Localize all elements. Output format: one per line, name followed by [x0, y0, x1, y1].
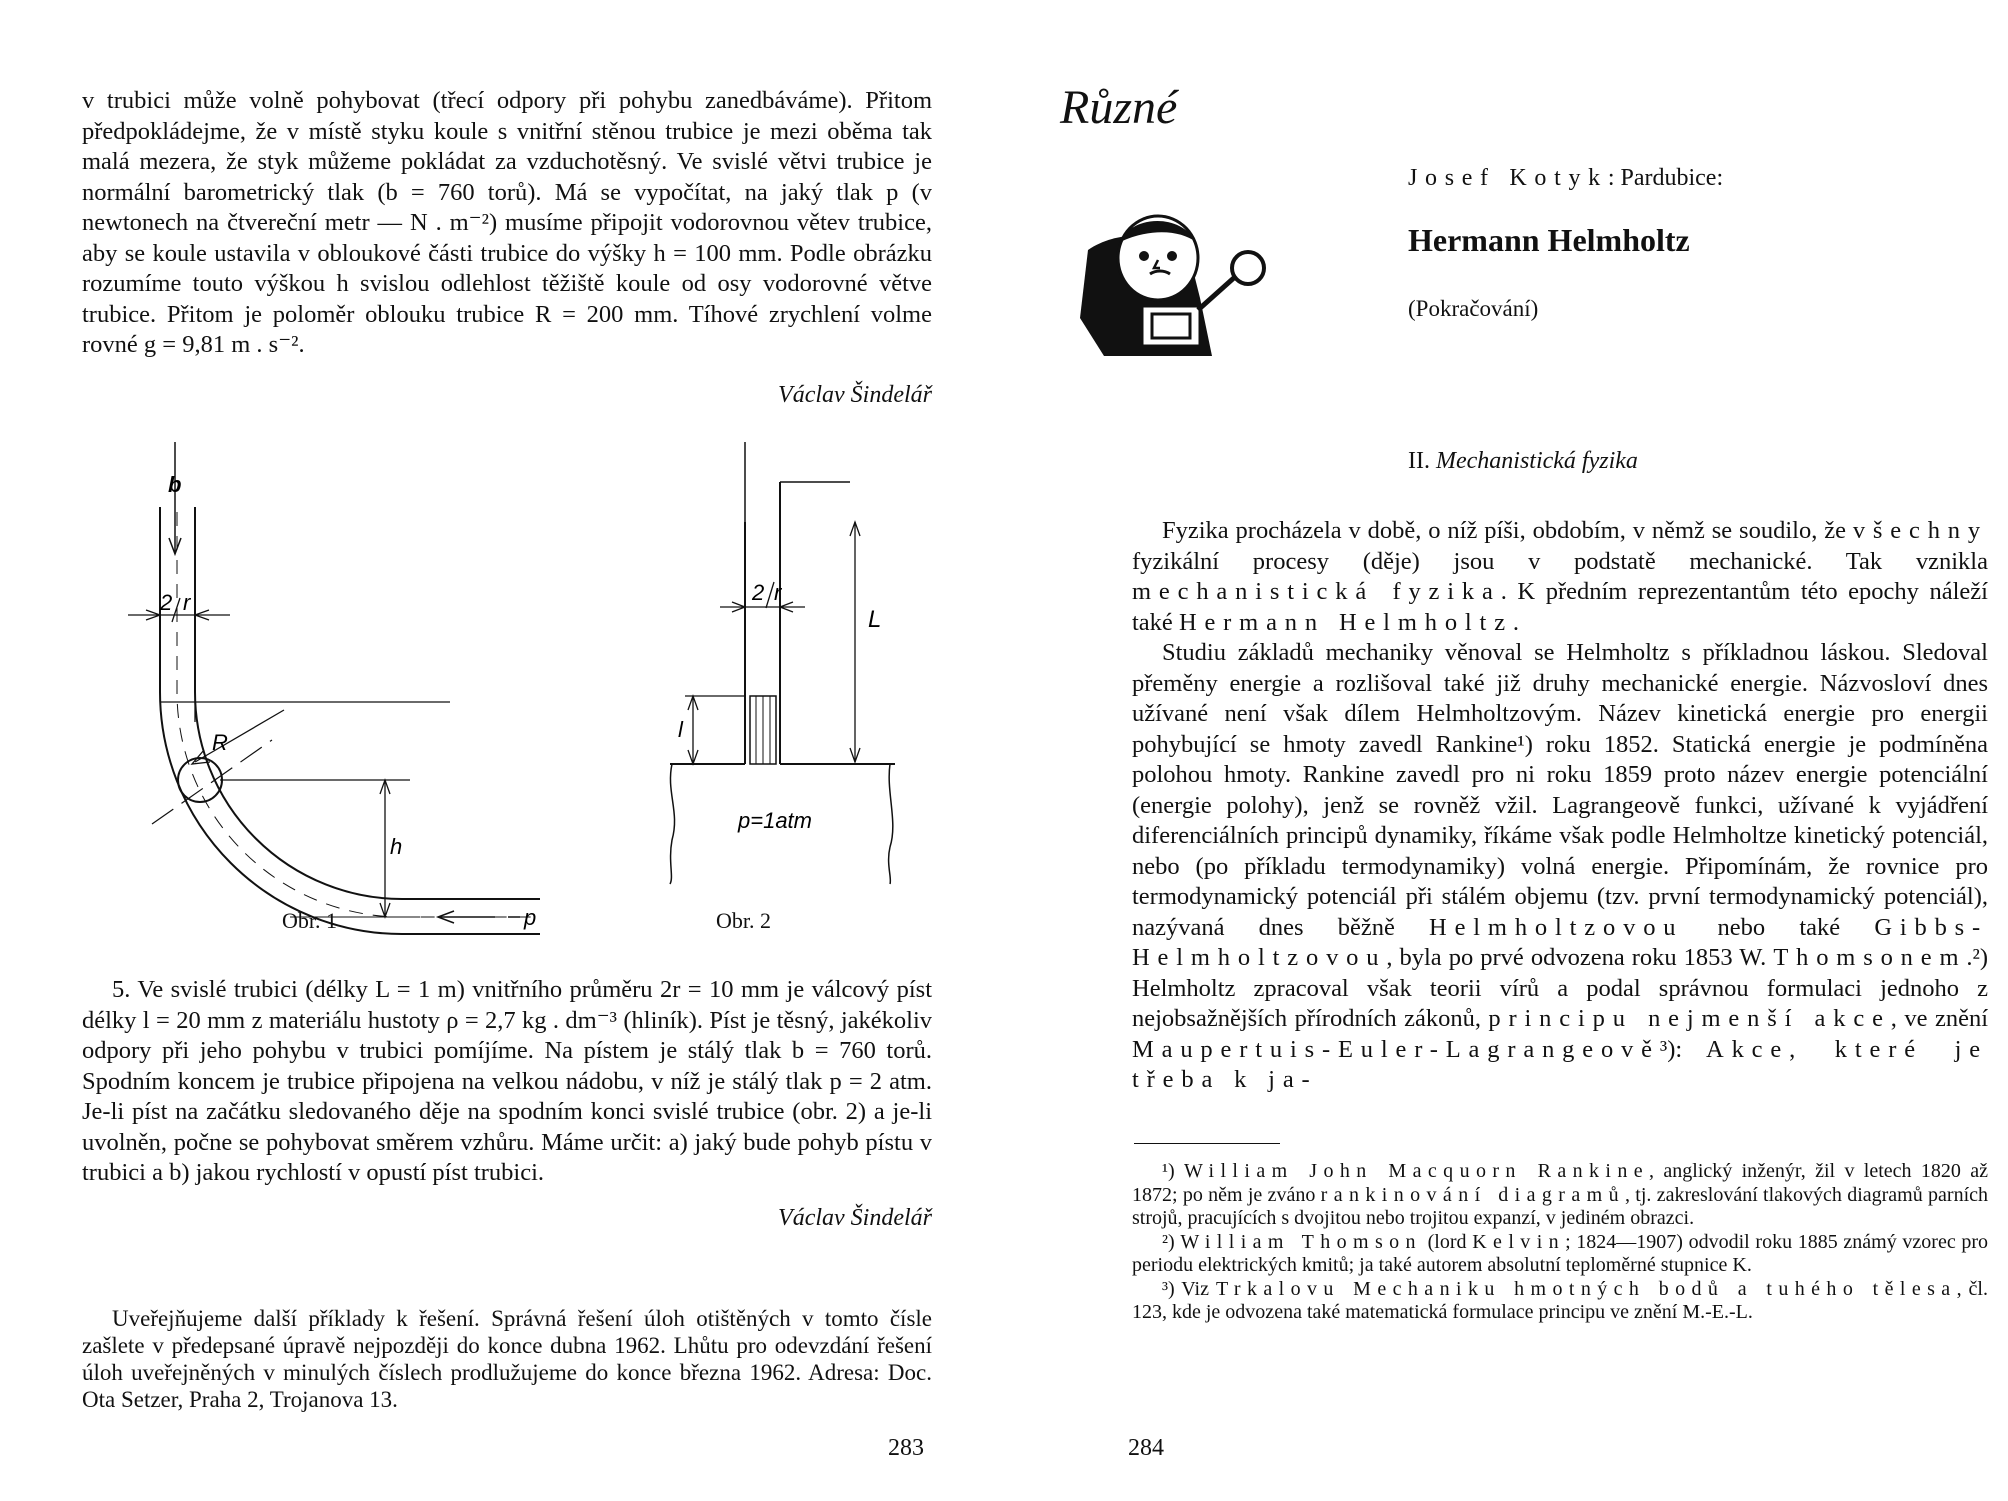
- fn1-spaced-1: William John Macquorn Rankine: [1184, 1160, 1650, 1182]
- footnote-divider: [1134, 1143, 1280, 1144]
- footnote-3: [1132, 1278, 1988, 1325]
- p1-text-3: . K předním reprezentantům této epochy náleží také: [1132, 578, 1988, 636]
- chapter-number: II.: [1408, 448, 1430, 474]
- p2-text-6: ³):: [1659, 1035, 1683, 1063]
- p1-spaced-1: všechny: [1852, 517, 1988, 544]
- chapter-title: Mechanistická fyzika: [1435, 448, 1638, 474]
- fig2-label-r: r: [774, 580, 782, 605]
- p2-spaced-1: Helmholtzovou: [1429, 913, 1684, 941]
- fig2-label-L: L: [868, 606, 882, 633]
- fig1-label-2: 2: [160, 590, 173, 615]
- fn3-text-2: , čl. 123, kde je odvozena také matematická formulace principu ve znění M.-E.-L.: [1132, 1277, 1988, 1323]
- section-title: Různé: [1060, 81, 1178, 134]
- article-paragraph-2: [1132, 638, 1988, 1096]
- p1-spaced-2: mechanistická fyzika: [1132, 578, 1501, 605]
- p2-text-5: , ve znění: [1890, 1005, 1989, 1032]
- figure-2-caption: Obr. 2: [716, 908, 771, 933]
- fn1-text-1: ¹): [1162, 1160, 1175, 1182]
- problem-5-text: 5. Ve svislé trubici (délky L = 1 m) vnitřního průměru 2r = 10 mm je válcový píst délky l = 20 mm z materiálu hustoty ρ = 2,7 kg . dm⁻³ (hliník). Píst je těsný, jakékoliv odpory při jeho pohybu v trubici pomíjíme. Na pístem je stálý tlak b = 760 torů. Spodním koncem je trubice připojena na velkou nádobu, v níž je stálý tlak p = 2 atm. Je-li píst na začátku sledovaného děje na spodním konci svislé trubice (obr. 2) a je-li uvolněn, počne se pohybovat směrem vzhůru. Máme určit: a) jaký bude pohyb pístu v trubici a b) jakou rychlostí v opustí píst trubici.: [82, 976, 932, 1186]
- p2-spaced-5: Maupertuis-Euler-Lagrangeově: [1132, 1035, 1660, 1063]
- p2-text-1: Studiu základů mechaniky věnoval se Helmholtz s příkladnou láskou. Sledoval přeměny energie a rozlišoval také již druhy mechanické energie. Názvosloví dnes užívané není však dílem Helmholtzovým. Název kinetická energie pro energii pohybující se hmoty zavedl Rankine¹) roku 1852. Statická energie je podmíněna polohou hmoty. Rankine zavedl pro ni roku 1859 proto název energie potenciální (energie polohy), jenž se rovněž vžil. Lagrangeově funkci, užívané k vyjádření diferenciálních principů dynamiky, říkáme však podle Helmholtze kinetický potenciál, nebo (po příkladu termodynamiky) volná energie. Připomínám, že rovnice pro termodynamický potenciál při stálém objemu (tzv. první termodynamický potenciál), nazývaná dnes běžně: [1132, 639, 1988, 941]
- fig2-label-pressure: p=1atm: [738, 808, 812, 833]
- signature-1: Václav Šindelář: [778, 382, 932, 408]
- signature-2: Václav Šindelář: [778, 1205, 932, 1231]
- p1-text-4: .: [1512, 608, 1520, 636]
- fig2-label-l: l: [678, 717, 683, 742]
- article-paragraph-1: [1132, 516, 1988, 638]
- fig1-label-h: h: [390, 834, 403, 859]
- fn2-text-3: ; 1824—1907) odvodil roku 1885 známý vzorec pro periodu elektrických kmitů; ja také autorem absolutní teploměrné stupnice K.: [1132, 1230, 1989, 1276]
- footnote-2: [1132, 1231, 1988, 1278]
- notice: [82, 1305, 932, 1413]
- problem-5: [82, 975, 932, 1189]
- figure-2: [650, 432, 950, 892]
- footnote-1: [1132, 1160, 1988, 1231]
- author-line: [1408, 165, 1723, 192]
- figure-1-caption: Obr. 1: [282, 908, 337, 933]
- author-place: : Pardubice:: [1607, 165, 1724, 191]
- magnifier-person-logo: [1080, 198, 1280, 368]
- fig1-label-b: b: [168, 472, 182, 497]
- p2-text-2: nebo také: [1717, 913, 1841, 941]
- p2-spaced-4: principu nejmenší akce: [1488, 1005, 1891, 1032]
- continuation-note: (Pokračování): [1408, 296, 1539, 321]
- chapter-heading: [1408, 448, 1638, 475]
- fig1-label-p: p: [524, 905, 537, 930]
- p2-text-3: , byla po prvé odvozena roku 1853 W.: [1386, 944, 1767, 971]
- author-name: Josef Kotyk: [1408, 165, 1608, 191]
- article-body: [1132, 516, 1988, 1096]
- fn3-text-1: ³) Viz: [1162, 1277, 1209, 1300]
- p2-spaced-2: Gibbs-Helmholtzovou: [1132, 913, 1989, 971]
- p1-text-2: fyzikální procesy (děje) jsou v podstatě mechanické. Tak vznikla: [1132, 547, 1988, 575]
- fn2-spaced-1: William Thomson: [1180, 1230, 1422, 1253]
- right-page: [1004, 0, 2008, 1501]
- fn2-text-1: ²): [1162, 1230, 1175, 1253]
- p1-text-1: Fyzika procházela v době, o níž píši, obdobím, v němž se soudilo, že: [1162, 517, 1846, 544]
- fig1-label-r: r: [183, 590, 191, 615]
- page-number-right: 284: [1128, 1435, 1164, 1461]
- p2-text-4: .²) Helmholtz zpracoval však teorii vírů a podal správnou formulaci jednoho z nejobsažnějších přírodních zákonů,: [1132, 944, 1989, 1032]
- fig1-label-R: R: [212, 730, 228, 755]
- fn2-text-2: (lord: [1427, 1230, 1467, 1253]
- page-number-left: 283: [888, 1435, 924, 1461]
- article-title: Hermann Helmholtz: [1408, 222, 1690, 258]
- fn1-text-2: , anglický inženýr, žil v letech 1820 až 1872; po něm je zváno: [1132, 1160, 1989, 1206]
- fn3-spaced-1: Trkalovu Mechaniku hmotných bodů a tuhého tělesa: [1215, 1277, 1957, 1300]
- intro-paragraph-text: v trubici může volně pohybovat (třecí odpory při pohybu zanedbáváme). Přitom předpokládejme, že v místě styku koule s vnitřní stěnou trubice je mezi oběma tak malá mezera, že styk můžeme pokládat za vzduchotěsný. Ve svislé větvi trubice je normální barometrický tlak (b = 760 torů). Má se vypočítat, na jaký tlak p (v newtonech na čtvereční metr — N . m⁻²) musíme připojit vodorovnou větev trubice, aby se koule ustavila v obloukové části trubice do výšky h = 100 mm. Podle obrázku rozumíme touto výškou h svislou odlehlost těžiště koule od osy vodorovné větve trubice. Přitom je poloměr oblouku trubice R = 200 mm. Tíhové zrychlení volme rovné g = 9,81 m . s⁻².: [82, 87, 932, 358]
- intro-paragraph: [82, 86, 932, 361]
- fn2-spaced-2: Kelvin: [1472, 1230, 1566, 1253]
- footnotes: [1132, 1160, 1988, 1325]
- notice-text: Uveřejňujeme další příklady k řešení. Správná řešení úloh otištěných v tomto čísle zašlete v předepsané úpravě nejpozději do konce dubna 1962. Lhůtu pro odevzdání řešení úloh uveřejněných v minulých číslech prodlužujeme do konce března 1962. Adresa: Doc. Ota Setzer, Praha 2, Trojanova 13.: [82, 1306, 932, 1412]
- p1-spaced-3: Hermann Helmholtz: [1178, 608, 1513, 636]
- fn1-text-3: , tj. zakreslování tlakových diagramů parních strojů, pracujících s dvojitou nebo trojitou expanzí, v jediném obrazci.: [1132, 1183, 1988, 1229]
- p2-spaced-3: Thomsonem: [1773, 944, 1967, 971]
- p2-spaced-6: Akce, které je třeba k ja-: [1132, 1035, 1988, 1093]
- fn1-spaced-2: rankinování diagramů: [1320, 1183, 1625, 1206]
- fig2-label-2: 2: [752, 580, 765, 605]
